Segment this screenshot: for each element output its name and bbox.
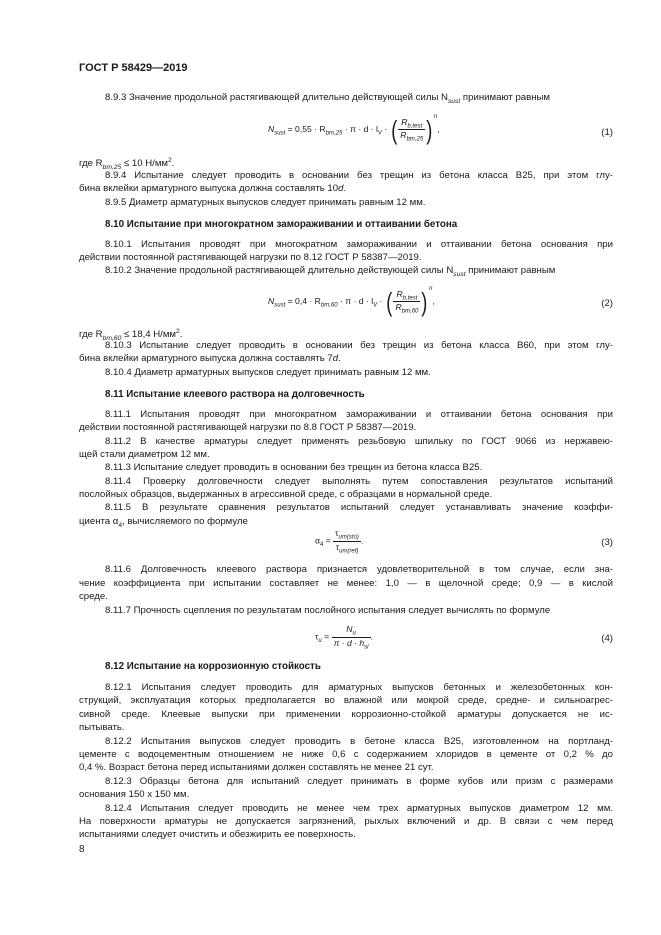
paragraph: бина вклейки арматурного выпуска должна составлять 7d. <box>79 353 341 364</box>
paragraph: послойных образцов, выдержанных в агрессивной среде, с образцами в нормальной среде. <box>79 489 493 500</box>
paragraph: щей стали диаметром 12 мм. <box>79 449 210 460</box>
equation-4: $\tau_u$ = $\frac{N_u}{\pi \cdot d \cdot h_{sl}}$ . <box>315 624 373 651</box>
section-heading: 8.12 Испытание на коррозионную стойкость <box>105 661 321 672</box>
paragraph: 8.11.7 Прочность сцепления по результатам послойного испытания следует вычислять по формуле <box>105 605 551 616</box>
equation-number: (4) <box>601 633 613 644</box>
equation-1: $N_{sust} = 0,55 \cdot R_{bm,25} \cdot \pi \cdot d \cdot l_V$ · ( $\frac{R_{b,test}}{R_{bm,25}}$ )$^n$, <box>268 114 440 145</box>
paragraph: 8.9.5 Диаметр арматурных выпусков следует принимать равным 12 мм. <box>105 197 426 208</box>
section-heading: 8.10 Испытание при многократном замораживании и оттаивании бетона <box>105 219 458 230</box>
paragraph: действии постоянной растягивающей нагрузки по 8.8 ГОСТ Р 58387—2019. <box>79 422 417 433</box>
paragraph: 8.11.4 Проверку долговечности следует выполнять путем сопоставления результатов испытаний <box>105 476 613 487</box>
paragraph: 8.12.2 Испытания выпусков следует проводить в бетоне класса В25, изготовленном на портланд- <box>105 736 613 747</box>
paragraph: 8.10.3 Испытание следует проводить в основании без трещин из бетона класса В60, при этом глу- <box>105 340 613 351</box>
paragraph: среде. <box>79 591 108 602</box>
paragraph: 8.12.4 Испытания следует проводить не менее чем трех арматурных выпусков диаметром 12 мм. <box>105 803 613 814</box>
paragraph: 8.11.3 Испытание следует проводить в основании без трещин из бетона класса В25. <box>105 462 483 473</box>
paragraph: 8.12.1 Испытания следует проводить для арматурных выпусков бетонных и железобетонных кон- <box>105 682 613 693</box>
paragraph: 8.11.1 Испытания проводят при многократном замораживании и оттаивании бетона основания при <box>105 409 613 420</box>
paragraph: цементе с водоцементным отношением не ниже 0,6 с содержанием хлоридов в цементе от 0,2 % до <box>79 749 613 760</box>
paragraph: где $R_{bm,25} \le 10$ $Н/мм^2$. <box>79 157 175 172</box>
paragraph: пытывать. <box>79 722 125 733</box>
paragraph: чение коэффициента при испытании составляет не менее: 1,0 — в щелочной среде; 0,9 — в кислой <box>79 578 613 589</box>
page-header: ГОСТ Р 58429—2019 <box>79 62 188 74</box>
paragraph: 8.11.5 В результате сравнения результатов испытаний следует устанавливать значение коэффи- <box>105 502 613 513</box>
page-number: 8 <box>79 844 85 855</box>
paragraph: струкций, эксплуатация которых предполагается во влажной или мокрой среде, средне- и сильноагрес- <box>79 695 613 706</box>
paragraph: 8.10.1 Испытания проводят при многократном замораживании и оттаивании бетона основания при <box>105 239 613 250</box>
section-heading: 8.11 Испытание клеевого раствора на долговечность <box>105 389 365 400</box>
equation-2: $N_{sust} = 0,4 \cdot R_{bm,60} \cdot \pi \cdot d \cdot l_V$ · ( $\frac{R_{b,test}}{R_{bm,60}}$ )$^n$, <box>268 286 435 317</box>
paragraph: основания 150 х 150 мм. <box>79 789 190 800</box>
paragraph: 8.9.4 Испытание следует проводить в основании без трещин из бетона класса В25, при этом глу- <box>105 170 613 181</box>
paragraph: 8.9.3 Значение продольной растягивающей длительно действующей силы $N_{sust}$ принимают равным <box>105 92 551 105</box>
paragraph: 8.11.2 В качестве арматуры следует применять резьбовую шпильку по ГОСТ 9066 из нержавею- <box>105 436 613 447</box>
equation-3: $\alpha_4$ = $\frac{\tau_{um(sto)}}{\tau_{um(ref)}}$ . <box>315 528 364 555</box>
paragraph: 8.10.4 Диаметр арматурных выпусков следует принимать равным 12 мм. <box>105 367 431 378</box>
paragraph: 8.10.2 Значение продольной растягивающей длительно действующей силы $N_{sust}$ принимают равным <box>105 265 556 278</box>
paragraph: сивной среде. Клеевые выпуски при применении коррозионно-стойкой арматуры допускается не ис- <box>79 709 613 720</box>
paragraph: действии постоянной растягивающей нагрузки по 8.12 ГОСТ Р 58387—2019. <box>79 252 422 263</box>
paragraph: На поверхности арматуры не допускается загрязнений, рыхлых включений и др. В связи с чем перед <box>79 816 613 827</box>
paragraph: 0,4 %. Возраст бетона перед испытаниями должен составлять не менее 21 сут. <box>79 762 434 773</box>
paragraph: 8.12.3 Образцы бетона для испытаний следует принимать в форме кубов или призм с размерами <box>105 776 613 787</box>
equation-number: (1) <box>601 127 613 138</box>
equation-number: (3) <box>601 537 613 548</box>
paragraph: бина вклейки арматурного выпуска должна составлять 10d. <box>79 183 347 194</box>
paragraph: циента $\alpha_4$, вычисляемого по формуле <box>79 516 248 529</box>
paragraph: 8.11.6 Долговечность клеевого раствора признается удовлетворительной в том случае, если зна- <box>105 564 613 575</box>
paragraph: испытаниями следует очистить и обезжирить ее поверхность. <box>79 829 356 840</box>
equation-number: (2) <box>601 298 613 309</box>
paragraph: где $R_{bm,60} \le 18,4$ $Н/мм^2$. <box>79 328 183 343</box>
